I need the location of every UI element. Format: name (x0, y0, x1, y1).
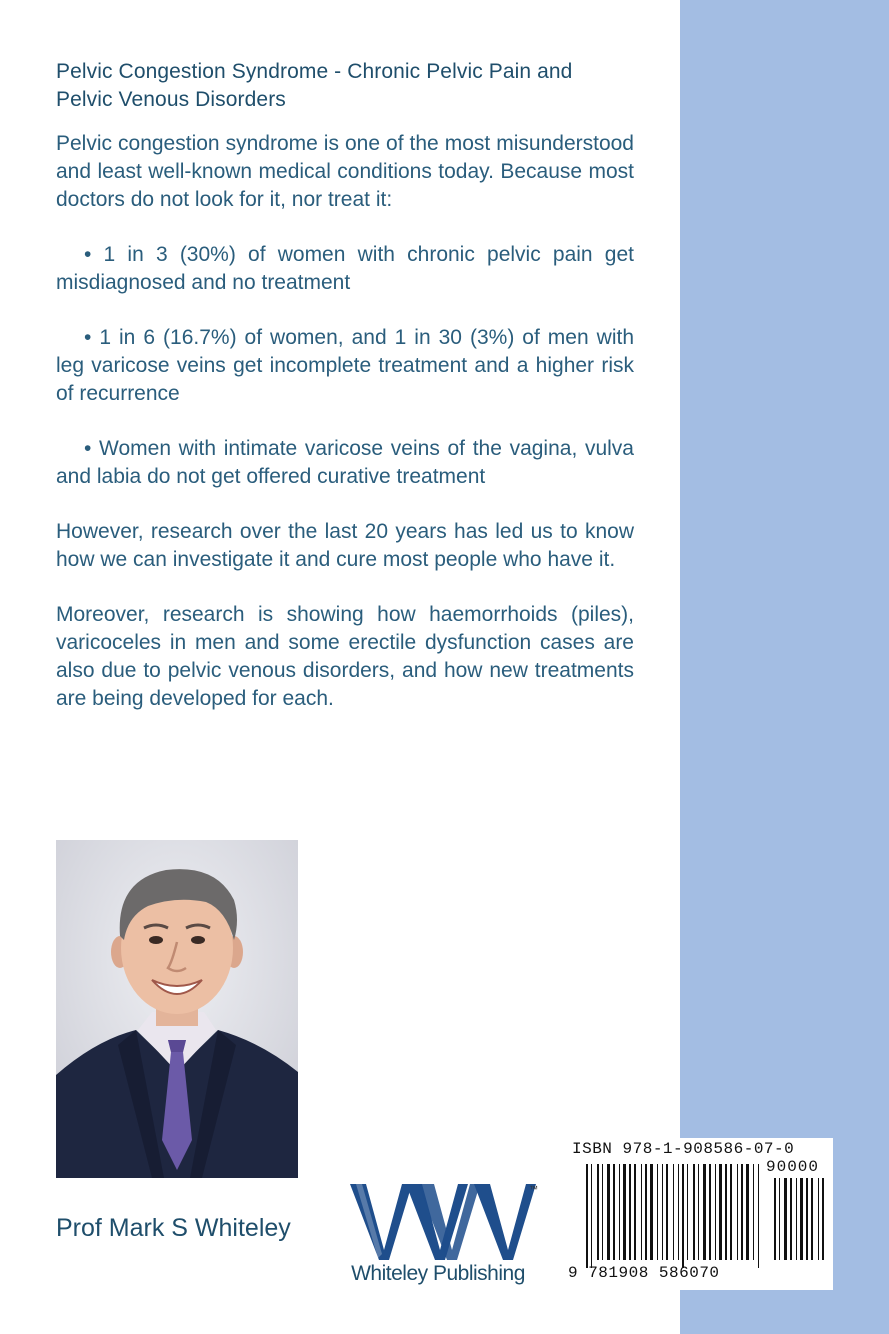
publisher-name: Whiteley Publishing (351, 1262, 525, 1285)
intro-paragraph: Pelvic congestion syndrome is one of the most misunderstood and least well-known medical conditions today. Because most doctors do not look for it, nor treat it: (56, 132, 634, 211)
book-title: Pelvic Congestion Syndrome - Chronic Pelvic Pain and Pelvic Venous Disorders (56, 60, 573, 111)
author-name: Prof Mark S Whiteley (56, 1214, 291, 1242)
trademark-symbol: ™ (529, 1184, 538, 1194)
moreover-paragraph: Moreover, research is showing how haemorrhoids (piles), varicoceles in men and some erectile dysfunction cases are also due to pelvic venous disorders, and how new treatments are being developed for each. (56, 603, 634, 710)
bullet-item: • 1 in 6 (16.7%) of women, and 1 in 30 (3%) of men with leg varicose veins get incomplete treatment and a higher risk of recurrence (56, 326, 634, 405)
isbn-label: ISBN 978-1-908586-07-0 (572, 1140, 795, 1158)
bullet-item: • Women with intimate varicose veins of the vagina, vulva and labia do not get offered curative treatment (56, 437, 634, 488)
research-paragraph: However, research over the last 20 years has led us to know how we can investigate it and cure most people who have it. (56, 520, 634, 571)
author-photo (56, 840, 298, 1178)
isbn-barcode (564, 1138, 833, 1290)
barcode-addon-number: 90000 (766, 1158, 820, 1176)
barcode-number: 9 781908 586070 (568, 1264, 720, 1282)
bullet-item: • 1 in 3 (30%) of women with chronic pelvic pain get misdiagnosed and no treatment (56, 243, 634, 294)
back-cover-text (56, 58, 634, 740)
spine-strip (680, 0, 889, 1334)
